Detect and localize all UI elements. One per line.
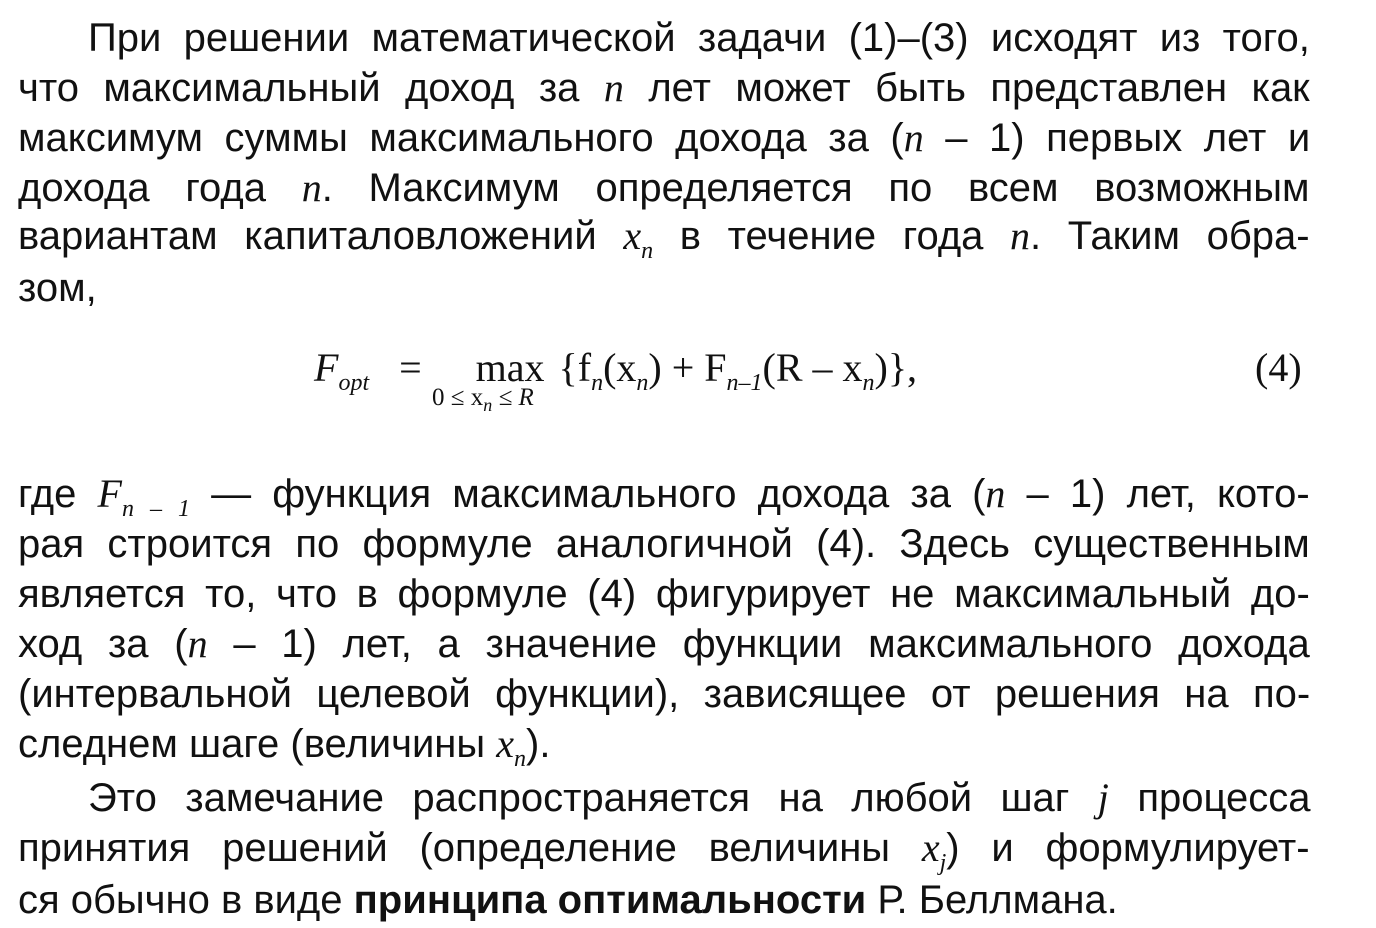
text-line [18,262,1310,314]
text-line [18,162,1310,214]
text: следнем шаге (величины $x_n$). [18,721,551,772]
text-line [18,822,1310,874]
text: где $F_{n - 1}$ — функция максимального дохода за (n – 1) лет, кото- [18,471,1310,522]
text-line [18,112,1310,164]
text: рая строится по формуле аналогичной (4). Здесь существенным [18,522,1310,566]
text: (интервальной целевой функции), зависящее от решения на по- [18,672,1311,716]
text: ся обычно в виде принципа оптимальности Р. Беллмана. [18,878,1118,922]
text: вариантам капиталовложений $x_n$ в течение года n. Таким обра- [18,213,1310,264]
max-subscript: $0 \le x_n \le R$ [432,384,534,415]
text: При решении математической задачи (1)–(3) исходят из того, [88,16,1310,60]
text: принятия решений (определение величины $x_j$) и формулирует- [18,825,1310,876]
text: максимум суммы максимального дохода за (n – 1) первых лет и [18,115,1311,160]
text-line [18,874,1310,926]
text-line [88,772,1310,824]
text: что максимальный доход за n лет может быть представлен как [18,65,1310,110]
text-line [18,668,1310,720]
text: дохода года n. Максимум определяется по всем возможным [18,165,1310,210]
bold-term: принципа оптимальности [353,878,867,922]
text: зом, [18,266,97,310]
text: ход за (n – 1) лет, а значение функции максимального дохода [18,621,1310,666]
text-line [18,210,1310,262]
text-line [18,568,1310,620]
text: является то, что в формуле (4) фигурирует не максимальный до- [18,572,1310,616]
text-line [18,718,1310,770]
equation-number: (4) [1255,345,1302,390]
equation-body: $F_{opt}$ = $\max \{f_n(x_n) + F_{n-1}(R - x_n)\}$, [314,345,918,396]
text-line [88,12,1310,64]
equation-4 [0,344,1376,424]
text-line [18,518,1310,570]
text-line [18,62,1310,114]
text-line [18,618,1310,670]
text: Это замечание распространяется на любой шаг j процесса [88,775,1311,820]
text-line [18,468,1310,520]
